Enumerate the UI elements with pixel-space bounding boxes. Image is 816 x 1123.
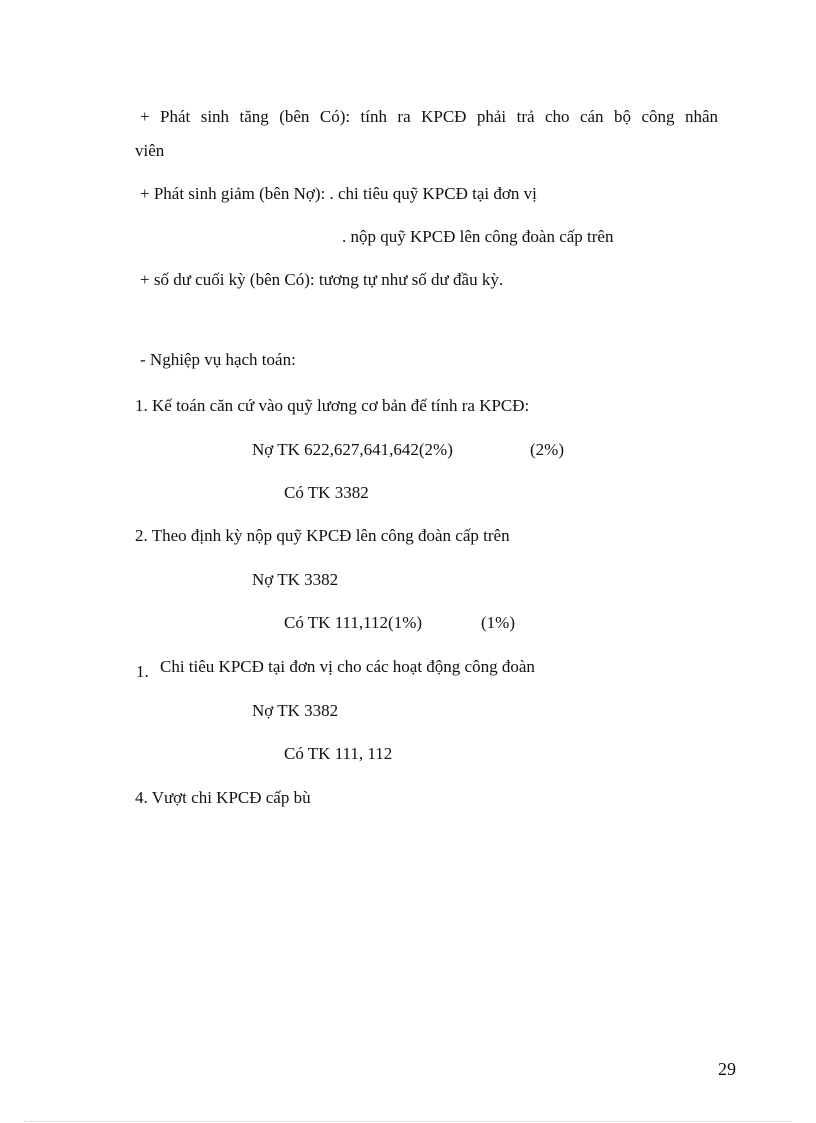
entry-2-title: 2. Theo định kỳ nộp quỹ KPCĐ lên công đoàn cấp trên [135, 526, 510, 545]
entry-3-title: Chi tiêu KPCĐ tại đơn vị cho các hoạt động công đoàn [160, 657, 535, 676]
entry-1-credit: Có TK 3382 [284, 483, 369, 502]
entry-3-number: 1. [136, 662, 149, 681]
text-line-increase: + Phát sinh tăng (bên Có): tính ra KPCĐ phải trả cho cán bộ công nhân [140, 107, 718, 126]
entry-4-title: 4. Vượt chi KPCĐ cấp bù [135, 788, 311, 807]
entry-3-debit: Nợ TK 3382 [252, 701, 339, 720]
text-line-decrease-2: . nộp quỹ KPCĐ lên công đoàn cấp trên [342, 227, 614, 246]
entry-1-title: 1. Kế toán căn cứ vào quỹ lương cơ bản để tính ra KPCĐ: [135, 396, 530, 415]
entry-1-debit: Nợ TK 622,627,641,642(2%) [252, 440, 453, 459]
text-line-increase-cont: viên [135, 141, 165, 160]
entry-2-credit: Có TK 111,112(1%) [284, 613, 423, 632]
entry-1-rate: (2%) [530, 440, 564, 459]
page-bottom-border [24, 1121, 792, 1122]
entry-2-rate: (1%) [481, 613, 515, 632]
section-heading: - Nghiệp vụ hạch toán: [140, 350, 296, 369]
text-line-decrease: + Phát sinh giảm (bên Nợ): . chi tiêu quỹ KPCĐ tại đơn vị [140, 184, 537, 203]
entry-3-credit: Có TK 111, 112 [284, 744, 393, 763]
text-line-ending-balance: + số dư cuối kỳ (bên Có): tương tự như số dư đầu kỳ. [140, 270, 504, 289]
page-number: 29 [718, 1059, 736, 1079]
entry-2-debit: Nợ TK 3382 [252, 570, 339, 589]
